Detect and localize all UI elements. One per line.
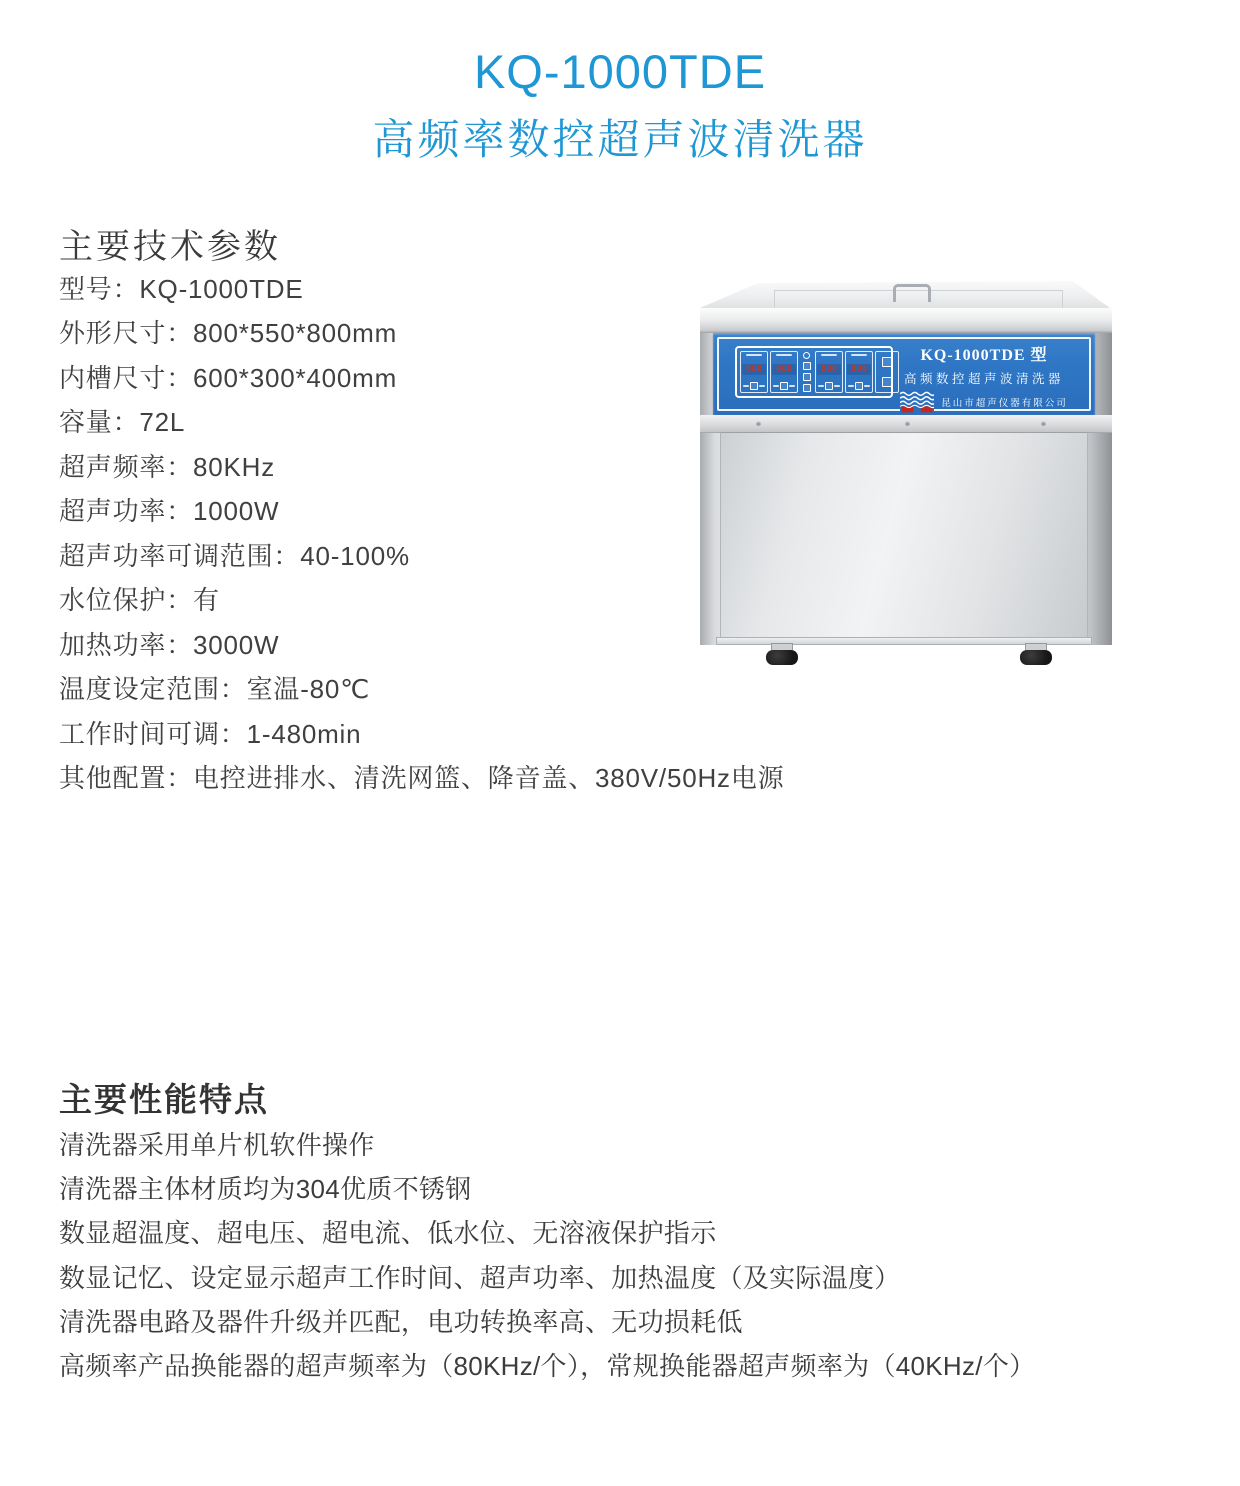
led-display-group [740, 351, 768, 393]
product-photo [700, 281, 1112, 665]
label-bar [759, 385, 765, 387]
panel-button [855, 382, 863, 390]
machine-cabinet [700, 333, 1112, 645]
features-heading: 主要性能特点 [59, 1081, 269, 1118]
display-cluster [735, 346, 893, 398]
label-bar [746, 354, 762, 356]
features-list [59, 1121, 1035, 1387]
label-bar [789, 385, 795, 387]
wheel [1020, 650, 1052, 665]
led-display-group [845, 351, 873, 393]
feature-line: 清洗器电路及器件升级并匹配，电功转换率高、无功损耗低 [59, 1306, 743, 1337]
spec-line: 超声频率：80KHz [59, 451, 276, 482]
feature-line: 数显记忆、设定显示超声工作时间、超声功率、加热温度（及实际温度） [59, 1262, 901, 1293]
caster-wheel [762, 643, 802, 665]
page-subtitle: 高频率数控超声波清洗器 [372, 116, 868, 163]
feature-line: 高频率产品换能器的超声频率为（80KHz/个），常规换能器超声频率为（40KHz/个） [59, 1351, 1036, 1382]
led-display-group [815, 351, 843, 393]
panel-button [803, 373, 811, 381]
specs-list [59, 265, 784, 799]
screw-icon [1041, 421, 1046, 426]
led-display: 888 [817, 364, 841, 375]
feature-line: 清洗器主体材质均为304优质不锈钢 [59, 1173, 472, 1204]
label-bar [776, 354, 792, 356]
caster-mount [771, 643, 793, 650]
led-display: 888 [847, 364, 871, 375]
label-bar [864, 385, 870, 387]
spec-line: 温度设定范围：室温-80℃ [59, 674, 371, 705]
led-display: 888 [772, 364, 796, 375]
spec-line: 型号：KQ-1000TDE [59, 273, 304, 304]
machine-model-label: KQ-1000TDE 型 [920, 347, 1048, 364]
panel-button [803, 384, 811, 392]
caster-mount [1025, 643, 1047, 650]
panel-button [825, 382, 833, 390]
wave-logo-icon [900, 390, 934, 414]
spec-line: 外形尺寸：800*550*800mm [59, 318, 398, 349]
spec-line: 加热功率：3000W [59, 629, 280, 660]
panel-button [780, 382, 788, 390]
screw-icon [905, 421, 910, 426]
spec-line: 容量：72L [59, 407, 186, 438]
spec-line: 其他配置：电控进排水、清洗网篮、降音盖、380V/50Hz电源 [59, 763, 785, 794]
lid-handle [893, 284, 931, 302]
label-bar [743, 385, 749, 387]
led-display: 888 [742, 364, 766, 375]
label-bar [773, 385, 779, 387]
panel-button [803, 362, 811, 370]
page-title: KQ-1000TDE [473, 45, 767, 98]
screw-icon [756, 421, 761, 426]
spec-line: 超声功率可调范围：40-100% [59, 540, 410, 571]
brand-block [881, 342, 1087, 414]
label-bar [834, 385, 840, 387]
front-door-panel [720, 432, 1088, 639]
company-name: 昆山市超声仪器有限公司 [941, 398, 1068, 409]
lid-front-rim [700, 308, 1112, 334]
specs-heading: 主要技术参数 [59, 228, 281, 266]
feature-line: 数显超温度、超电压、超电流、低水位、无溶液保护指示 [59, 1218, 717, 1249]
spec-line: 工作时间可调：1-480min [59, 718, 362, 749]
spec-line: 超声功率：1000W [59, 496, 280, 527]
label-bar [818, 385, 824, 387]
spec-line: 水位保护：有 [59, 585, 220, 616]
label-bar [851, 354, 867, 356]
led-display-group [770, 351, 798, 393]
machine-product-name: 高频数控超声波清洗器 [903, 372, 1064, 386]
spec-line: 内槽尺寸：600*300*400mm [59, 362, 398, 393]
feature-line: 清洗器采用单片机软件操作 [59, 1129, 375, 1160]
control-panel [713, 333, 1095, 415]
panel-button [750, 382, 758, 390]
indicator-dot [803, 352, 810, 359]
wheel [766, 650, 798, 665]
frame-strip [700, 415, 1112, 433]
label-bar [848, 385, 854, 387]
label-bar [821, 354, 837, 356]
caster-wheel [1016, 643, 1056, 665]
panel-button-column [800, 351, 813, 393]
